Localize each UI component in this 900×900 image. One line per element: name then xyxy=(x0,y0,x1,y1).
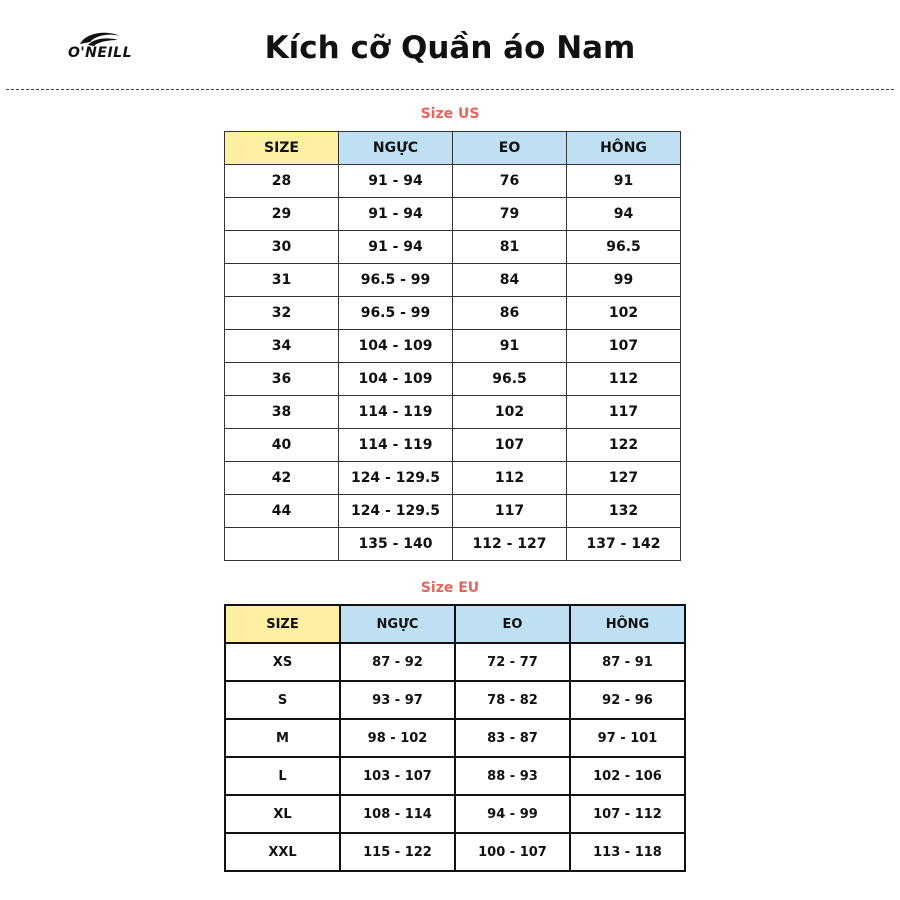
us-waist-cell: 81 xyxy=(453,231,567,264)
us-waist-cell: 96.5 xyxy=(453,363,567,396)
page-title: Kích cỡ Quần áo Nam xyxy=(264,30,636,66)
us-chest-cell: 91 - 94 xyxy=(339,198,453,231)
us-chest-cell: 124 - 129.5 xyxy=(339,495,453,528)
eu-chest-cell: 115 - 122 xyxy=(340,833,455,871)
us-header-waist: EO xyxy=(453,132,567,165)
us-table-row xyxy=(225,165,681,198)
eu-header-waist: EO xyxy=(455,605,570,643)
us-hip-cell: 112 xyxy=(567,363,681,396)
us-chest-cell: 114 - 119 xyxy=(339,396,453,429)
us-header-size: SIZE xyxy=(225,132,339,165)
us-size-cell: 29 xyxy=(225,198,339,231)
us-hip-cell: 91 xyxy=(567,165,681,198)
us-hip-cell: 132 xyxy=(567,495,681,528)
eu-size-cell: XL xyxy=(225,795,340,833)
eu-hip-cell: 107 - 112 xyxy=(570,795,685,833)
eu-hip-cell: 92 - 96 xyxy=(570,681,685,719)
us-hip-cell: 99 xyxy=(567,264,681,297)
us-chest-cell: 104 - 109 xyxy=(339,330,453,363)
us-chest-cell: 91 - 94 xyxy=(339,165,453,198)
us-table-row xyxy=(225,198,681,231)
us-waist-cell: 76 xyxy=(453,165,567,198)
us-table-row xyxy=(225,495,681,528)
eu-table-row xyxy=(225,681,685,719)
eu-size-table xyxy=(224,604,686,872)
us-waist-cell: 112 - 127 xyxy=(453,528,567,561)
eu-size-cell: M xyxy=(225,719,340,757)
us-chest-cell: 104 - 109 xyxy=(339,363,453,396)
us-waist-cell: 112 xyxy=(453,462,567,495)
eu-waist-cell: 100 - 107 xyxy=(455,833,570,871)
us-waist-cell: 117 xyxy=(453,495,567,528)
us-chest-cell: 91 - 94 xyxy=(339,231,453,264)
us-size-cell: 31 xyxy=(225,264,339,297)
eu-chest-cell: 87 - 92 xyxy=(340,643,455,681)
us-size-cell: 34 xyxy=(225,330,339,363)
us-size-cell: 30 xyxy=(225,231,339,264)
us-chest-cell: 96.5 - 99 xyxy=(339,264,453,297)
us-header-hip: HÔNG xyxy=(567,132,681,165)
us-table-row xyxy=(225,528,681,561)
eu-chest-cell: 98 - 102 xyxy=(340,719,455,757)
eu-table-row xyxy=(225,643,685,681)
us-waist-cell: 107 xyxy=(453,429,567,462)
us-hip-cell: 102 xyxy=(567,297,681,330)
eu-header-row xyxy=(225,605,685,643)
eu-waist-cell: 88 - 93 xyxy=(455,757,570,795)
us-waist-cell: 86 xyxy=(453,297,567,330)
us-table-row xyxy=(225,231,681,264)
us-hip-cell: 117 xyxy=(567,396,681,429)
eu-waist-cell: 78 - 82 xyxy=(455,681,570,719)
eu-chest-cell: 93 - 97 xyxy=(340,681,455,719)
eu-table-row xyxy=(225,719,685,757)
eu-chest-cell: 108 - 114 xyxy=(340,795,455,833)
us-table-row xyxy=(225,363,681,396)
eu-table-row xyxy=(225,757,685,795)
header-divider xyxy=(6,89,894,90)
eu-table-row xyxy=(225,833,685,871)
eu-table-row xyxy=(225,795,685,833)
us-waist-cell: 102 xyxy=(453,396,567,429)
eu-hip-cell: 87 - 91 xyxy=(570,643,685,681)
eu-hip-cell: 113 - 118 xyxy=(570,833,685,871)
us-size-cell: 36 xyxy=(225,363,339,396)
eu-waist-cell: 83 - 87 xyxy=(455,719,570,757)
us-size-cell: 28 xyxy=(225,165,339,198)
us-size-cell: 38 xyxy=(225,396,339,429)
eu-size-cell: S xyxy=(225,681,340,719)
eu-chest-cell: 103 - 107 xyxy=(340,757,455,795)
us-table-row xyxy=(225,330,681,363)
us-size-cell xyxy=(225,528,339,561)
us-chest-cell: 135 - 140 xyxy=(339,528,453,561)
us-hip-cell: 96.5 xyxy=(567,231,681,264)
us-header-chest: NGỰC xyxy=(339,132,453,165)
us-table-row xyxy=(225,264,681,297)
us-table-row xyxy=(225,429,681,462)
us-size-cell: 32 xyxy=(225,297,339,330)
eu-waist-cell: 72 - 77 xyxy=(455,643,570,681)
us-section-title: Size US xyxy=(420,106,480,122)
us-table-row xyxy=(225,462,681,495)
us-hip-cell: 94 xyxy=(567,198,681,231)
us-hip-cell: 122 xyxy=(567,429,681,462)
eu-waist-cell: 94 - 99 xyxy=(455,795,570,833)
eu-section-title: Size EU xyxy=(420,580,480,596)
us-size-table xyxy=(224,131,681,561)
us-hip-cell: 127 xyxy=(567,462,681,495)
eu-header-size: SIZE xyxy=(225,605,340,643)
us-header-row xyxy=(225,132,681,165)
us-size-cell: 42 xyxy=(225,462,339,495)
page-header xyxy=(0,0,900,90)
us-size-cell: 40 xyxy=(225,429,339,462)
us-chest-cell: 96.5 - 99 xyxy=(339,297,453,330)
us-size-cell: 44 xyxy=(225,495,339,528)
eu-size-cell: XS xyxy=(225,643,340,681)
eu-size-cell: L xyxy=(225,757,340,795)
eu-header-hip: HÔNG xyxy=(570,605,685,643)
logo-text: O'NEILL xyxy=(67,45,133,61)
eu-size-cell: XXL xyxy=(225,833,340,871)
us-table-row xyxy=(225,297,681,330)
eu-hip-cell: 97 - 101 xyxy=(570,719,685,757)
us-chest-cell: 124 - 129.5 xyxy=(339,462,453,495)
eu-hip-cell: 102 - 106 xyxy=(570,757,685,795)
us-hip-cell: 137 - 142 xyxy=(567,528,681,561)
us-hip-cell: 107 xyxy=(567,330,681,363)
us-waist-cell: 91 xyxy=(453,330,567,363)
us-table-row xyxy=(225,396,681,429)
us-waist-cell: 84 xyxy=(453,264,567,297)
eu-header-chest: NGỰC xyxy=(340,605,455,643)
us-chest-cell: 114 - 119 xyxy=(339,429,453,462)
us-waist-cell: 79 xyxy=(453,198,567,231)
